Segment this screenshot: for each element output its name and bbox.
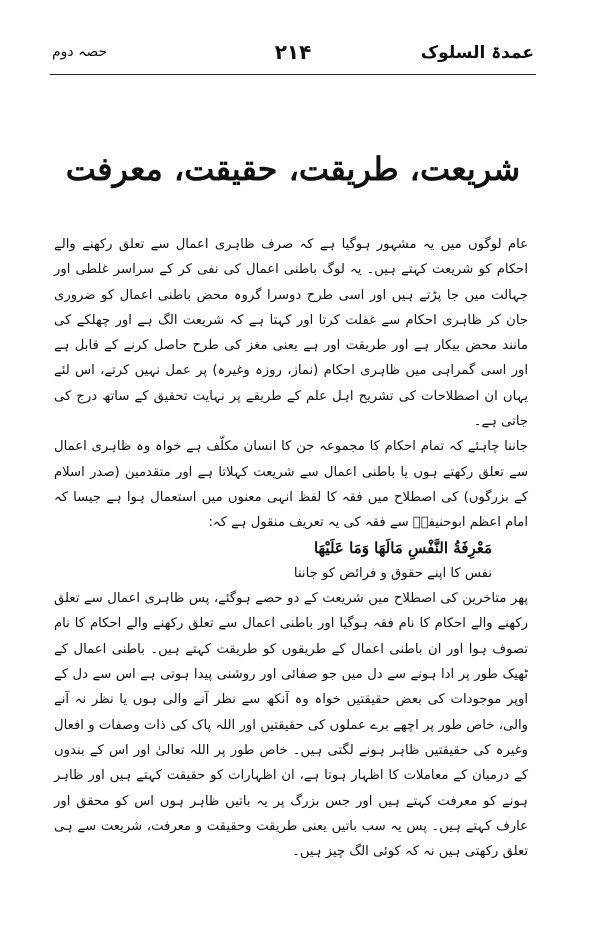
page-header: [52, 40, 534, 70]
header-divider: [50, 74, 536, 75]
running-book-title: عمدۃ السلوک: [420, 43, 534, 63]
arabic-quote: مَعْرِفَةُ النَّفْسِ مَالَهَا وَمَا عَلَيْهَا: [313, 538, 492, 557]
chapter-title: شریعت، طریقت، حقیقت، معرفت: [65, 150, 521, 188]
body-text: [54, 232, 528, 864]
volume-label: حصہ دوم: [52, 44, 108, 60]
quote-translation: نفس کا اپنے حقوق و فرائض کو جاننا: [293, 565, 492, 581]
paragraph-1: عام لوگوں میں یہ مشہور ہوگیا ہے کہ صرف ظاہری اعمال سے تعلق رکھنے والے احکام کو شریعت کہتے ہیں۔ یہ لوگ باطنی اعمال کی نفی کر کے سراسر غلطی اور جہالت میں جا پڑتے ہیں اور اسی طرح دوسرا گروہ محض باطنی اعمال کو ضروری جان کر ظاہری احکام سے غفلت کرتا اور کہتا ہے کہ شریعت الگ ہے اور چھلکے کی مانند محض بیکار ہے اور طریقت اور ہے یعنی مغز کی طرح حاصل کرنے کے قابل ہے اور اسی گمراہی میں ظاہری احکام (نماز، روزہ وغیرہ) پر عمل نہیں کرتے، اس لئے یہاں ان اصطلاحات کی تشریح اہل علم کے طریقے پر نہایت تحقیق کے ساتھ درج کی جاتی ہے۔: [54, 237, 528, 430]
page-number: ۲۱۴: [274, 40, 312, 64]
paragraph-3: پھر متاخرین کی اصطلاح میں شریعت کے دو حصے ہوگئے، پس ظاہری اعمال سے تعلق رکھنے والے احکام کا نام فقہ ہوگیا اور باطنی اعمال سے تعلق رکھنے والے احکام کا نام تصوف ہوا اور ان باطنی اعمال کے طریقوں کو طریقت کہتے ہیں۔ باطنی اعمال کے ٹھیک طور پر ادا ہونے سے دل میں جو صفائی اور روشنی پیدا ہوتی ہے اس سے دل کے اوپر موجودات کی بعض حقیقتیں خواہ وہ آنکھ سے نظر آنے والی ہوں یا نظر نہ آنے والی، خاص طور پر اچھے برے عملوں کی حقیقتیں اور اللہ پاک کی ذات وصفات و افعال وغیرہ کی حقیقتیں ظاہر ہونے لگتی ہیں۔ خاص طور پر اللہ تعالیٰ اور اس کے بندوں کے درمیان کے معاملات کا اظہار ہوتا ہے، ان اظہارات کو حقیقت کہتے ہیں اور ظاہر ہونے کو معرفت کہتے ہیں اور جس بزرگ پر یہ باتیں ظاہر ہوں اس کو محقق اور عارف کہتے ہیں۔ پس یہ سب باتیں یعنی طریقت وحقیقت و معرفت، شریعت سے ہی تعلق رکھتی ہیں نہ کہ کوئی الگ چیز ہیں۔: [54, 591, 528, 860]
paragraph-2: جاننا چاہئے کہ تمام احکام کا مجموعہ جن کا انسان مکلّف ہے خواہ وہ ظاہری اعمال سے تعلق رکھتے ہوں یا باطنی اعمال سے شریعت کہلاتا ہے اور متقدمین (صدر اسلام کے بزرگوں) کی اصطلاح میں فقہ کا لفظ انہی معنوں میں استعمال ہوا ہے جیسا کہ امام اعظم ابوحنیفہؒ سے فقہ کی یہ تعریف منقول ہے کہ:: [54, 439, 528, 531]
